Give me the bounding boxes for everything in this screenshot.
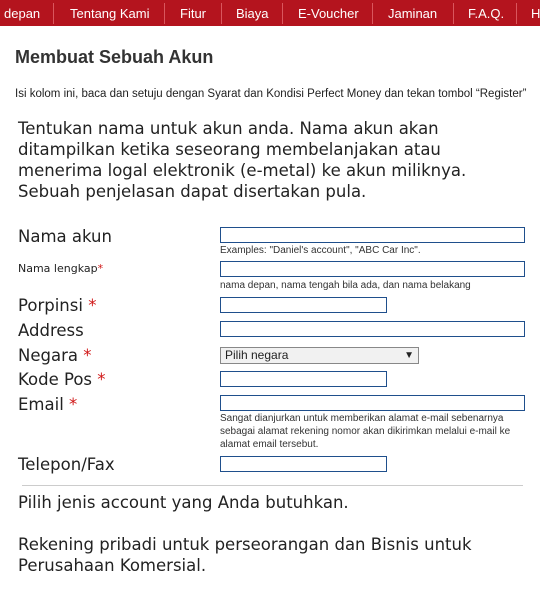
intro-text: Tentukan nama untuk akun anda. Nama akun akan ditampilkan ketika seseorang membelanjakan atau menerima logal elektronik (e-metal) ke akun miliknya. Sebuah penjelasan dapat disertakan pula. (18, 119, 467, 201)
nav-item-features[interactable]: Fitur (180, 6, 206, 21)
account-name-hint: Examples: "Daniel's account", "ABC Car Inc". (220, 245, 421, 256)
full-name-label (18, 262, 103, 275)
nav-item-help[interactable]: H (531, 6, 540, 21)
phone-input[interactable] (220, 456, 387, 472)
account-name-label (18, 227, 112, 246)
instructions-text: Isi kolom ini, baca dan setuju dengan Syarat dan Kondisi Perfect Money dan tekan tombol “Register” (15, 88, 527, 100)
country-select[interactable] (220, 347, 419, 364)
email-label-text: Email (18, 395, 64, 414)
nav-item-evoucher[interactable]: E-Voucher (298, 6, 359, 21)
nav-item-guarantee[interactable]: Jaminan (388, 6, 438, 21)
nav-separator (453, 3, 454, 24)
phone-label-text: Telepon/Fax (18, 455, 115, 474)
nav-separator (372, 3, 373, 24)
account-type-question: Pilih jenis account yang Anda butuhkan. (18, 493, 349, 512)
email-hint: Sangat dianjurkan untuk memberikan alamat e-mail sebenarnya sebagai alamat rekening nomor akan dikirimkan melalui e-mail ke alamat email tersebut. (220, 413, 511, 450)
postal-code-label (18, 370, 106, 389)
address-input[interactable] (220, 321, 525, 337)
required-marker: * (83, 346, 92, 365)
account-name-label-text: Nama akun (18, 227, 112, 246)
nav-separator (164, 3, 165, 24)
full-name-input[interactable] (220, 261, 525, 277)
nav-separator (516, 3, 517, 24)
email-input[interactable] (220, 395, 525, 411)
nav-item-home[interactable]: depan (4, 6, 41, 21)
account-name-input[interactable] (220, 227, 525, 243)
required-marker: * (97, 262, 104, 275)
email-label (18, 395, 77, 414)
nav-item-faq[interactable]: F.A.Q. (468, 6, 505, 21)
country-select-value: Pilih negara (225, 348, 289, 362)
top-navigation (0, 0, 540, 26)
province-label (18, 296, 96, 315)
address-label-text: Address (18, 321, 84, 340)
postal-code-input[interactable] (220, 371, 387, 387)
address-label (18, 321, 84, 340)
nav-separator (53, 3, 54, 24)
nav-separator (282, 3, 283, 24)
account-type-description: Rekening pribadi untuk perseorangan dan Bisnis untuk Perusahaan Komersial. (18, 535, 472, 575)
nav-separator (221, 3, 222, 24)
nav-item-about[interactable]: Tentang Kami (70, 6, 150, 21)
full-name-label-text: Nama lengkap (18, 262, 98, 275)
required-marker: * (88, 296, 97, 315)
postal-code-label-text: Kode Pos (18, 370, 93, 389)
dropdown-arrow-icon: ▼ (404, 350, 414, 361)
nav-item-fees[interactable]: Biaya (236, 6, 269, 21)
required-marker: * (97, 370, 106, 389)
country-label (18, 346, 91, 365)
phone-label (18, 455, 115, 474)
page-title: Membuat Sebuah Akun (15, 47, 214, 67)
province-input[interactable] (220, 297, 387, 313)
full-name-hint: nama depan, nama tengah bila ada, dan nama belakang (220, 280, 471, 291)
required-marker: * (69, 395, 78, 414)
province-label-text: Porpinsi (18, 296, 83, 315)
country-label-text: Negara (18, 346, 78, 365)
section-divider (22, 485, 523, 486)
